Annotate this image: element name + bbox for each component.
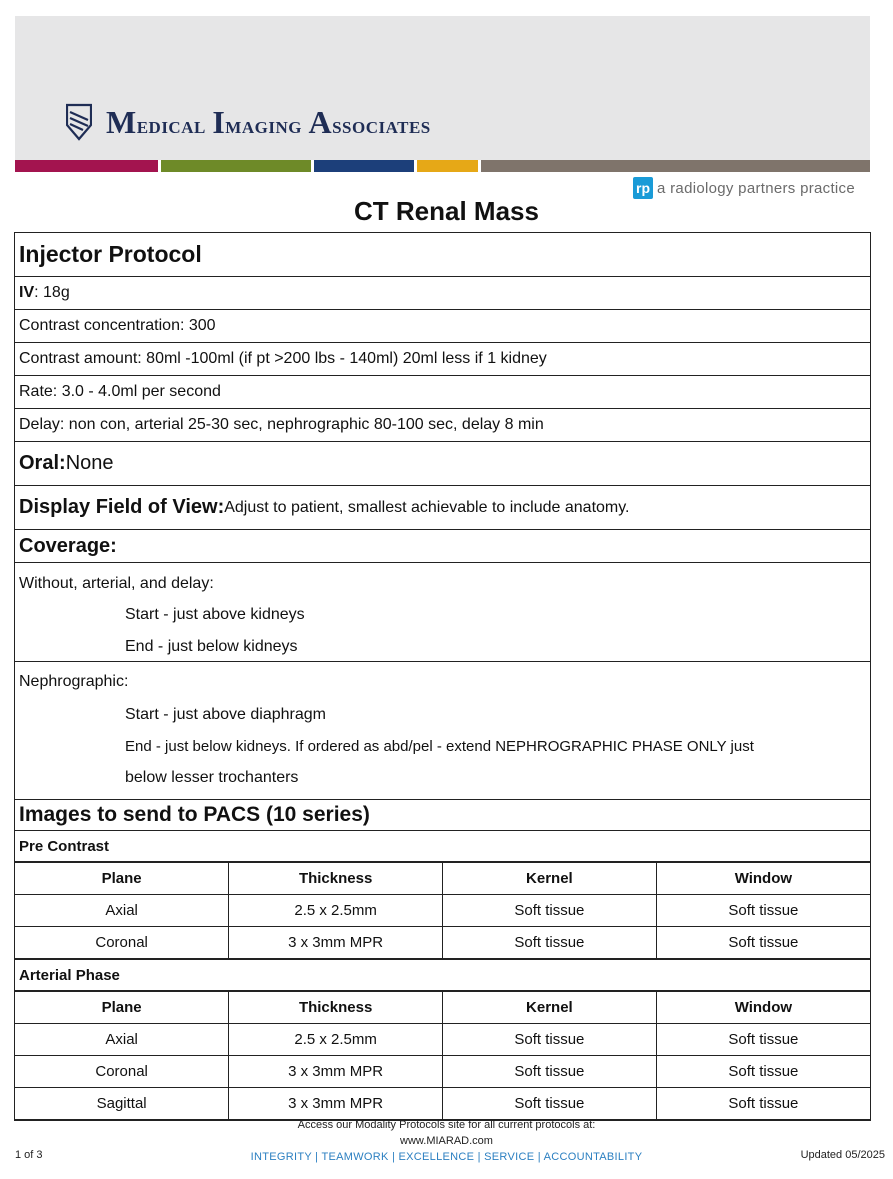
column-header: Kernel	[443, 863, 657, 895]
footer-center	[0, 1117, 893, 1165]
oral-row	[15, 442, 870, 486]
iv-value: : 18g	[34, 284, 70, 301]
table-cell: Soft tissue	[656, 927, 870, 959]
column-header: Plane	[15, 863, 229, 895]
pre-contrast-heading-row	[15, 831, 870, 862]
column-header: Window	[656, 863, 870, 895]
table-row	[15, 927, 870, 959]
table-cell: 2.5 x 2.5mm	[229, 895, 443, 927]
table-cell: Soft tissue	[443, 1024, 657, 1056]
table-cell: Soft tissue	[656, 1024, 870, 1056]
brand-logo	[66, 102, 431, 142]
color-bar-2	[161, 160, 311, 172]
table-cell: Coronal	[15, 927, 229, 959]
concentration-text: Contrast concentration: 300	[19, 317, 216, 334]
shield-icon	[66, 103, 92, 141]
table-cell: Soft tissue	[656, 1088, 870, 1120]
pre-contrast-table	[15, 862, 870, 959]
amount-row	[15, 343, 870, 376]
color-bar-1	[15, 160, 158, 172]
coverage-start: Start - just above kidneys	[125, 606, 305, 623]
coverage-group-nephrographic	[15, 662, 870, 800]
table-cell: 2.5 x 2.5mm	[229, 1024, 443, 1056]
coverage-group-title: Without, arterial, and delay:	[19, 575, 214, 592]
pacs-heading-row	[15, 800, 870, 831]
footer-values: INTEGRITY | TEAMWORK | EXCELLENCE | SERVICE | ACCOUNTABILITY	[250, 1151, 643, 1163]
coverage-end: End - just below kidneys. If ordered as abd/pel - extend NEPHROGRAPHIC PHASE ONLY just	[125, 737, 754, 755]
column-header: Kernel	[443, 992, 657, 1024]
table-cell: Sagittal	[15, 1088, 229, 1120]
page-number: 1 of 3	[15, 1149, 43, 1161]
footer-website-link[interactable]: www.MIARAD.com	[400, 1135, 493, 1147]
table-cell: 3 x 3mm MPR	[229, 1088, 443, 1120]
table-cell: Axial	[15, 895, 229, 927]
coverage-start: Start - just above diaphragm	[125, 706, 326, 723]
table-cell: 3 x 3mm MPR	[229, 1056, 443, 1088]
coverage-group-title: Nephrographic:	[19, 673, 129, 690]
oral-label: Oral:	[19, 452, 66, 474]
color-bar-5	[481, 160, 870, 172]
column-header: Thickness	[229, 992, 443, 1024]
table-cell: Soft tissue	[443, 895, 657, 927]
column-header: Thickness	[229, 863, 443, 895]
dfov-row	[15, 486, 870, 530]
table-cell: Soft tissue	[443, 1056, 657, 1088]
delay-row	[15, 409, 870, 442]
footer-access-text: Access our Modality Protocols site for all current protocols at:	[297, 1119, 596, 1131]
table-row	[15, 895, 870, 927]
coverage-end-continued: below lesser trochanters	[125, 769, 299, 786]
coverage-heading: Coverage:	[19, 534, 117, 557]
table-row	[15, 1088, 870, 1120]
arterial-heading: Arterial Phase	[19, 966, 120, 984]
brand-color-bars	[15, 160, 870, 172]
table-cell: Axial	[15, 1024, 229, 1056]
rate-row	[15, 376, 870, 409]
table-row	[15, 1024, 870, 1056]
rate-text: Rate: 3.0 - 4.0ml per second	[19, 383, 221, 400]
coverage-end: End - just below kidneys	[125, 638, 298, 655]
dfov-label: Display Field of View:	[19, 496, 225, 518]
coverage-group-standard	[15, 563, 870, 662]
rp-logo-icon: rp	[633, 177, 653, 199]
iv-label: IV	[19, 284, 35, 301]
dfov-value: Adjust to patient, smallest achievable to include anatomy.	[224, 498, 630, 516]
table-row	[15, 1056, 870, 1088]
table-header-row	[15, 992, 870, 1024]
amount-text: Contrast amount: 80ml -100ml (if pt >200 lbs - 140ml) 20ml less if 1 kidney	[19, 350, 547, 367]
table-cell: Soft tissue	[656, 895, 870, 927]
brand-name: Medical Imaging Associates	[106, 103, 431, 140]
arterial-table	[15, 991, 870, 1120]
table-cell: Coronal	[15, 1056, 229, 1088]
table-header-row	[15, 863, 870, 895]
table-cell: Soft tissue	[656, 1056, 870, 1088]
oral-value: None	[65, 452, 114, 474]
pacs-heading: Images to send to PACS (10 series)	[19, 803, 370, 826]
protocol-table	[14, 232, 871, 1121]
injector-heading: Injector Protocol	[19, 241, 202, 267]
pre-contrast-heading: Pre Contrast	[19, 837, 110, 855]
column-header: Window	[656, 992, 870, 1024]
injector-heading-row	[15, 233, 870, 277]
arterial-heading-row	[15, 960, 870, 991]
affiliation-text: a radiology partners practice	[657, 179, 855, 197]
color-bar-3	[314, 160, 414, 172]
arterial-table-wrap	[15, 991, 870, 1120]
updated-date: Updated 05/2025	[800, 1149, 885, 1161]
delay-text: Delay: non con, arterial 25-30 sec, nephrographic 80-100 sec, delay 8 min	[19, 416, 544, 433]
table-cell: Soft tissue	[443, 927, 657, 959]
iv-row	[15, 277, 870, 310]
concentration-row	[15, 310, 870, 343]
table-cell: Soft tissue	[443, 1088, 657, 1120]
coverage-heading-row	[15, 530, 870, 563]
color-bar-4	[417, 160, 478, 172]
column-header: Plane	[15, 992, 229, 1024]
table-cell: 3 x 3mm MPR	[229, 927, 443, 959]
pre-contrast-table-wrap	[15, 862, 870, 960]
document-title: CT Renal Mass	[354, 196, 539, 226]
